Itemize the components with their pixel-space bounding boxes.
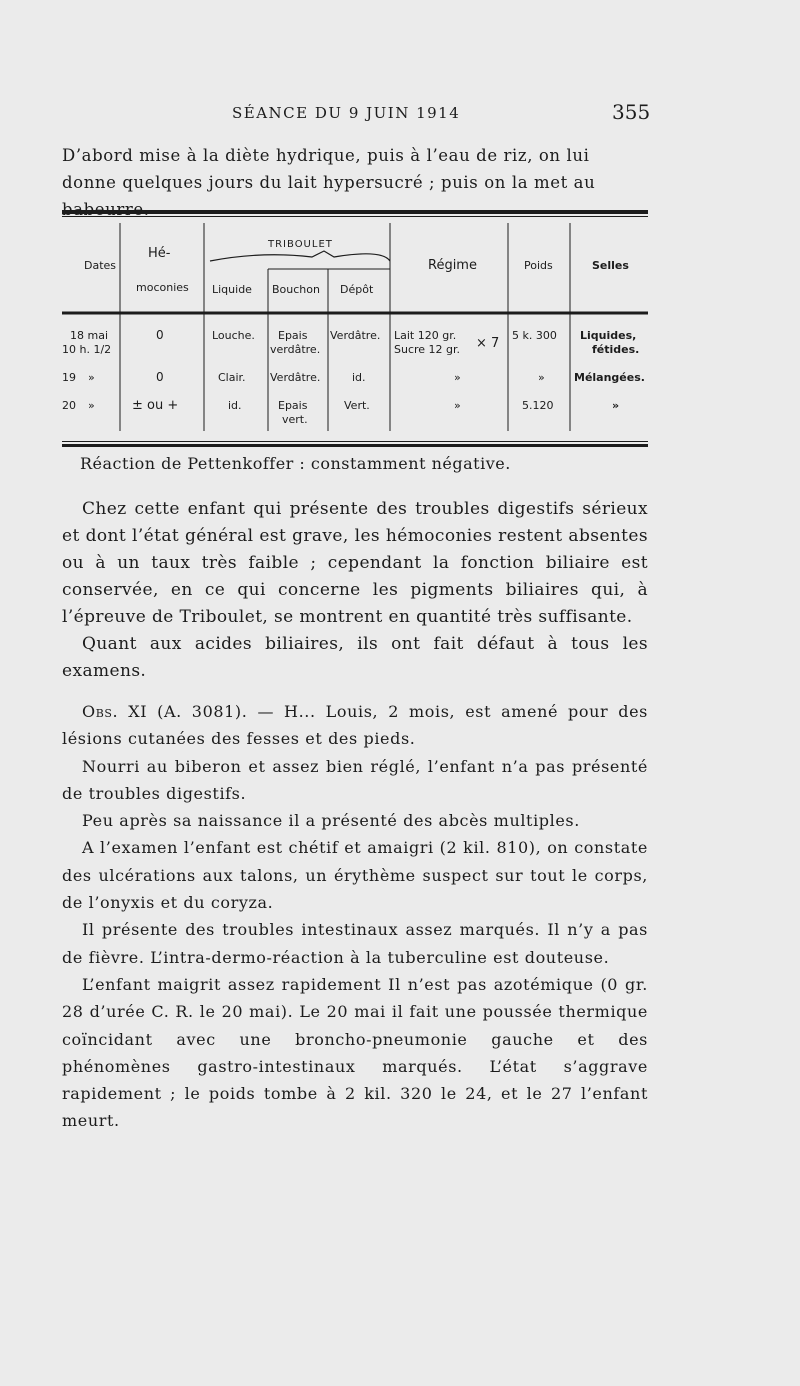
intro-text: D’abord mise à la diète hydrique, puis à l’eau de riz, on lui donne quelques jours du lait hypersucré ; puis on la met au bbox=[62, 146, 596, 192]
head-hemoconies-2: moconies bbox=[136, 281, 189, 294]
head-hemoconies-1: Hé- bbox=[148, 246, 171, 261]
row3-selles-1: » bbox=[612, 399, 620, 412]
row3-date-2: » bbox=[88, 399, 95, 412]
head-triboulet: TRIBOULET bbox=[268, 239, 333, 250]
head-regime: Régime bbox=[428, 258, 477, 273]
head-bouchon: Bouchon bbox=[272, 283, 320, 296]
discussion bbox=[62, 496, 648, 685]
table-grid bbox=[62, 217, 648, 431]
row1-liquide: Louche. bbox=[212, 329, 255, 342]
head-selles: Selles bbox=[592, 259, 629, 272]
triboulet-brace bbox=[210, 251, 390, 261]
row2-bouchon-1: Verdâtre. bbox=[270, 371, 321, 384]
row1-bouchon-1: Epais bbox=[278, 329, 308, 342]
header-title: SÉANCE DU 9 JUIN 1914 bbox=[232, 104, 461, 122]
obs-paragraph-3: Peu après sa naissance il a présenté des abcès multiples. bbox=[82, 811, 580, 831]
obs-label: Obs. bbox=[82, 702, 119, 721]
row1-selles-2: fétides. bbox=[592, 343, 640, 356]
row2-hemo: 0 bbox=[156, 370, 164, 384]
row3-liquide: id. bbox=[228, 399, 242, 412]
row2-selles-1: Mélangées. bbox=[574, 371, 645, 384]
row1-date-1: 18 mai bbox=[70, 329, 109, 342]
obs-paragraph-5: Il présente des troubles intestinaux assez marqués. Il n’y a pas de fièvre. L’intra-dermo-réaction à la tuberculine est douteuse. bbox=[62, 920, 648, 967]
obs-paragraph-4: A l’examen l’enfant est chétif et amaigri (2 kil. 810), on constate des ulcérations aux talons, un érythème suspect sur tout le corps, de l’onyxis et du coryza. bbox=[62, 838, 648, 913]
row1-regime-2: Sucre 12 gr. bbox=[394, 343, 461, 356]
row1-bouchon-2: verdâtre. bbox=[270, 343, 321, 356]
row1-regime-mult: × 7 bbox=[476, 336, 500, 351]
row2-regime-1: » bbox=[454, 371, 461, 384]
head-dates: Dates bbox=[84, 259, 117, 272]
reaction-line: Réaction de Pettenkoffer : constamment négative. bbox=[80, 454, 511, 473]
obs-paragraph-1 bbox=[62, 698, 648, 753]
row3-hemo: ± ou + bbox=[132, 398, 179, 413]
row1-depot: Verdâtre. bbox=[330, 329, 381, 342]
row2-liquide: Clair. bbox=[218, 371, 246, 384]
table-bottom-rule-thin bbox=[62, 441, 648, 442]
obs-intro: XI (A. 3081). — H... Louis, 2 mois, est amené pour des lésions cutanées des fesses et des pieds. bbox=[62, 702, 648, 749]
row1-hemo: 0 bbox=[156, 328, 164, 342]
obs-paragraph-6: L’enfant maigrit assez rapidement Il n’est pas azotémique (0 gr. 28 d’urée C. R. le 20 mai). Le 20 mai il fait une poussée thermique coïncidant avec une broncho-pneumonie gauche et des phénomènes gastro-intestinaux marqués. L’état s’aggrave rapidement ; le poids tombe à 2 kil. 320 le 24, et le 27 l’enfant meurt. bbox=[62, 974, 648, 1131]
row2-depot: id. bbox=[352, 371, 366, 384]
head-poids: Poids bbox=[524, 259, 553, 272]
row3-bouchon-2: vert. bbox=[282, 413, 308, 426]
head-depot: Dépôt bbox=[340, 283, 374, 296]
row2-date-1: 19 bbox=[62, 371, 76, 384]
row3-date-1: 20 bbox=[62, 399, 76, 412]
running-header bbox=[0, 100, 800, 128]
observation-xi bbox=[62, 698, 648, 1135]
row1-poids: 5 k. 300 bbox=[512, 329, 557, 342]
table-bottom-rule bbox=[62, 444, 648, 447]
row2-poids: » bbox=[538, 371, 545, 384]
row3-bouchon-1: Epais bbox=[278, 399, 308, 412]
head-liquide: Liquide bbox=[212, 283, 252, 296]
row3-depot: Vert. bbox=[344, 399, 370, 412]
row2-date-2: » bbox=[88, 371, 95, 384]
row1-regime-1: Lait 120 gr. bbox=[394, 329, 457, 342]
row1-selles-1: Liquides, bbox=[580, 329, 637, 342]
row3-regime-1: » bbox=[454, 399, 461, 412]
row3-poids: 5.120 bbox=[522, 399, 554, 412]
paragraph-1: Chez cette enfant qui présente des troubles digestifs sérieux et dont l’état général est grave, les hémoconies restent absentes ou à un taux très faible ; cependant la fonction biliaire est conservée, en ce qui concerne les pigments biliaires qui, à l’épreuve de Triboulet, se montrent en quantité très suffisante. bbox=[62, 499, 648, 627]
row1-date-2: 10 h. 1/2 bbox=[62, 343, 112, 356]
table-top-rule bbox=[62, 210, 648, 214]
results-table bbox=[62, 210, 648, 447]
page-number: 355 bbox=[612, 100, 651, 124]
obs-paragraph-2: Nourri au biberon et assez bien réglé, l’enfant n’a pas présenté de troubles digestifs. bbox=[62, 756, 648, 803]
paragraph-2: Quant aux acides biliaires, ils ont fait défaut à tous les examens. bbox=[62, 634, 648, 681]
